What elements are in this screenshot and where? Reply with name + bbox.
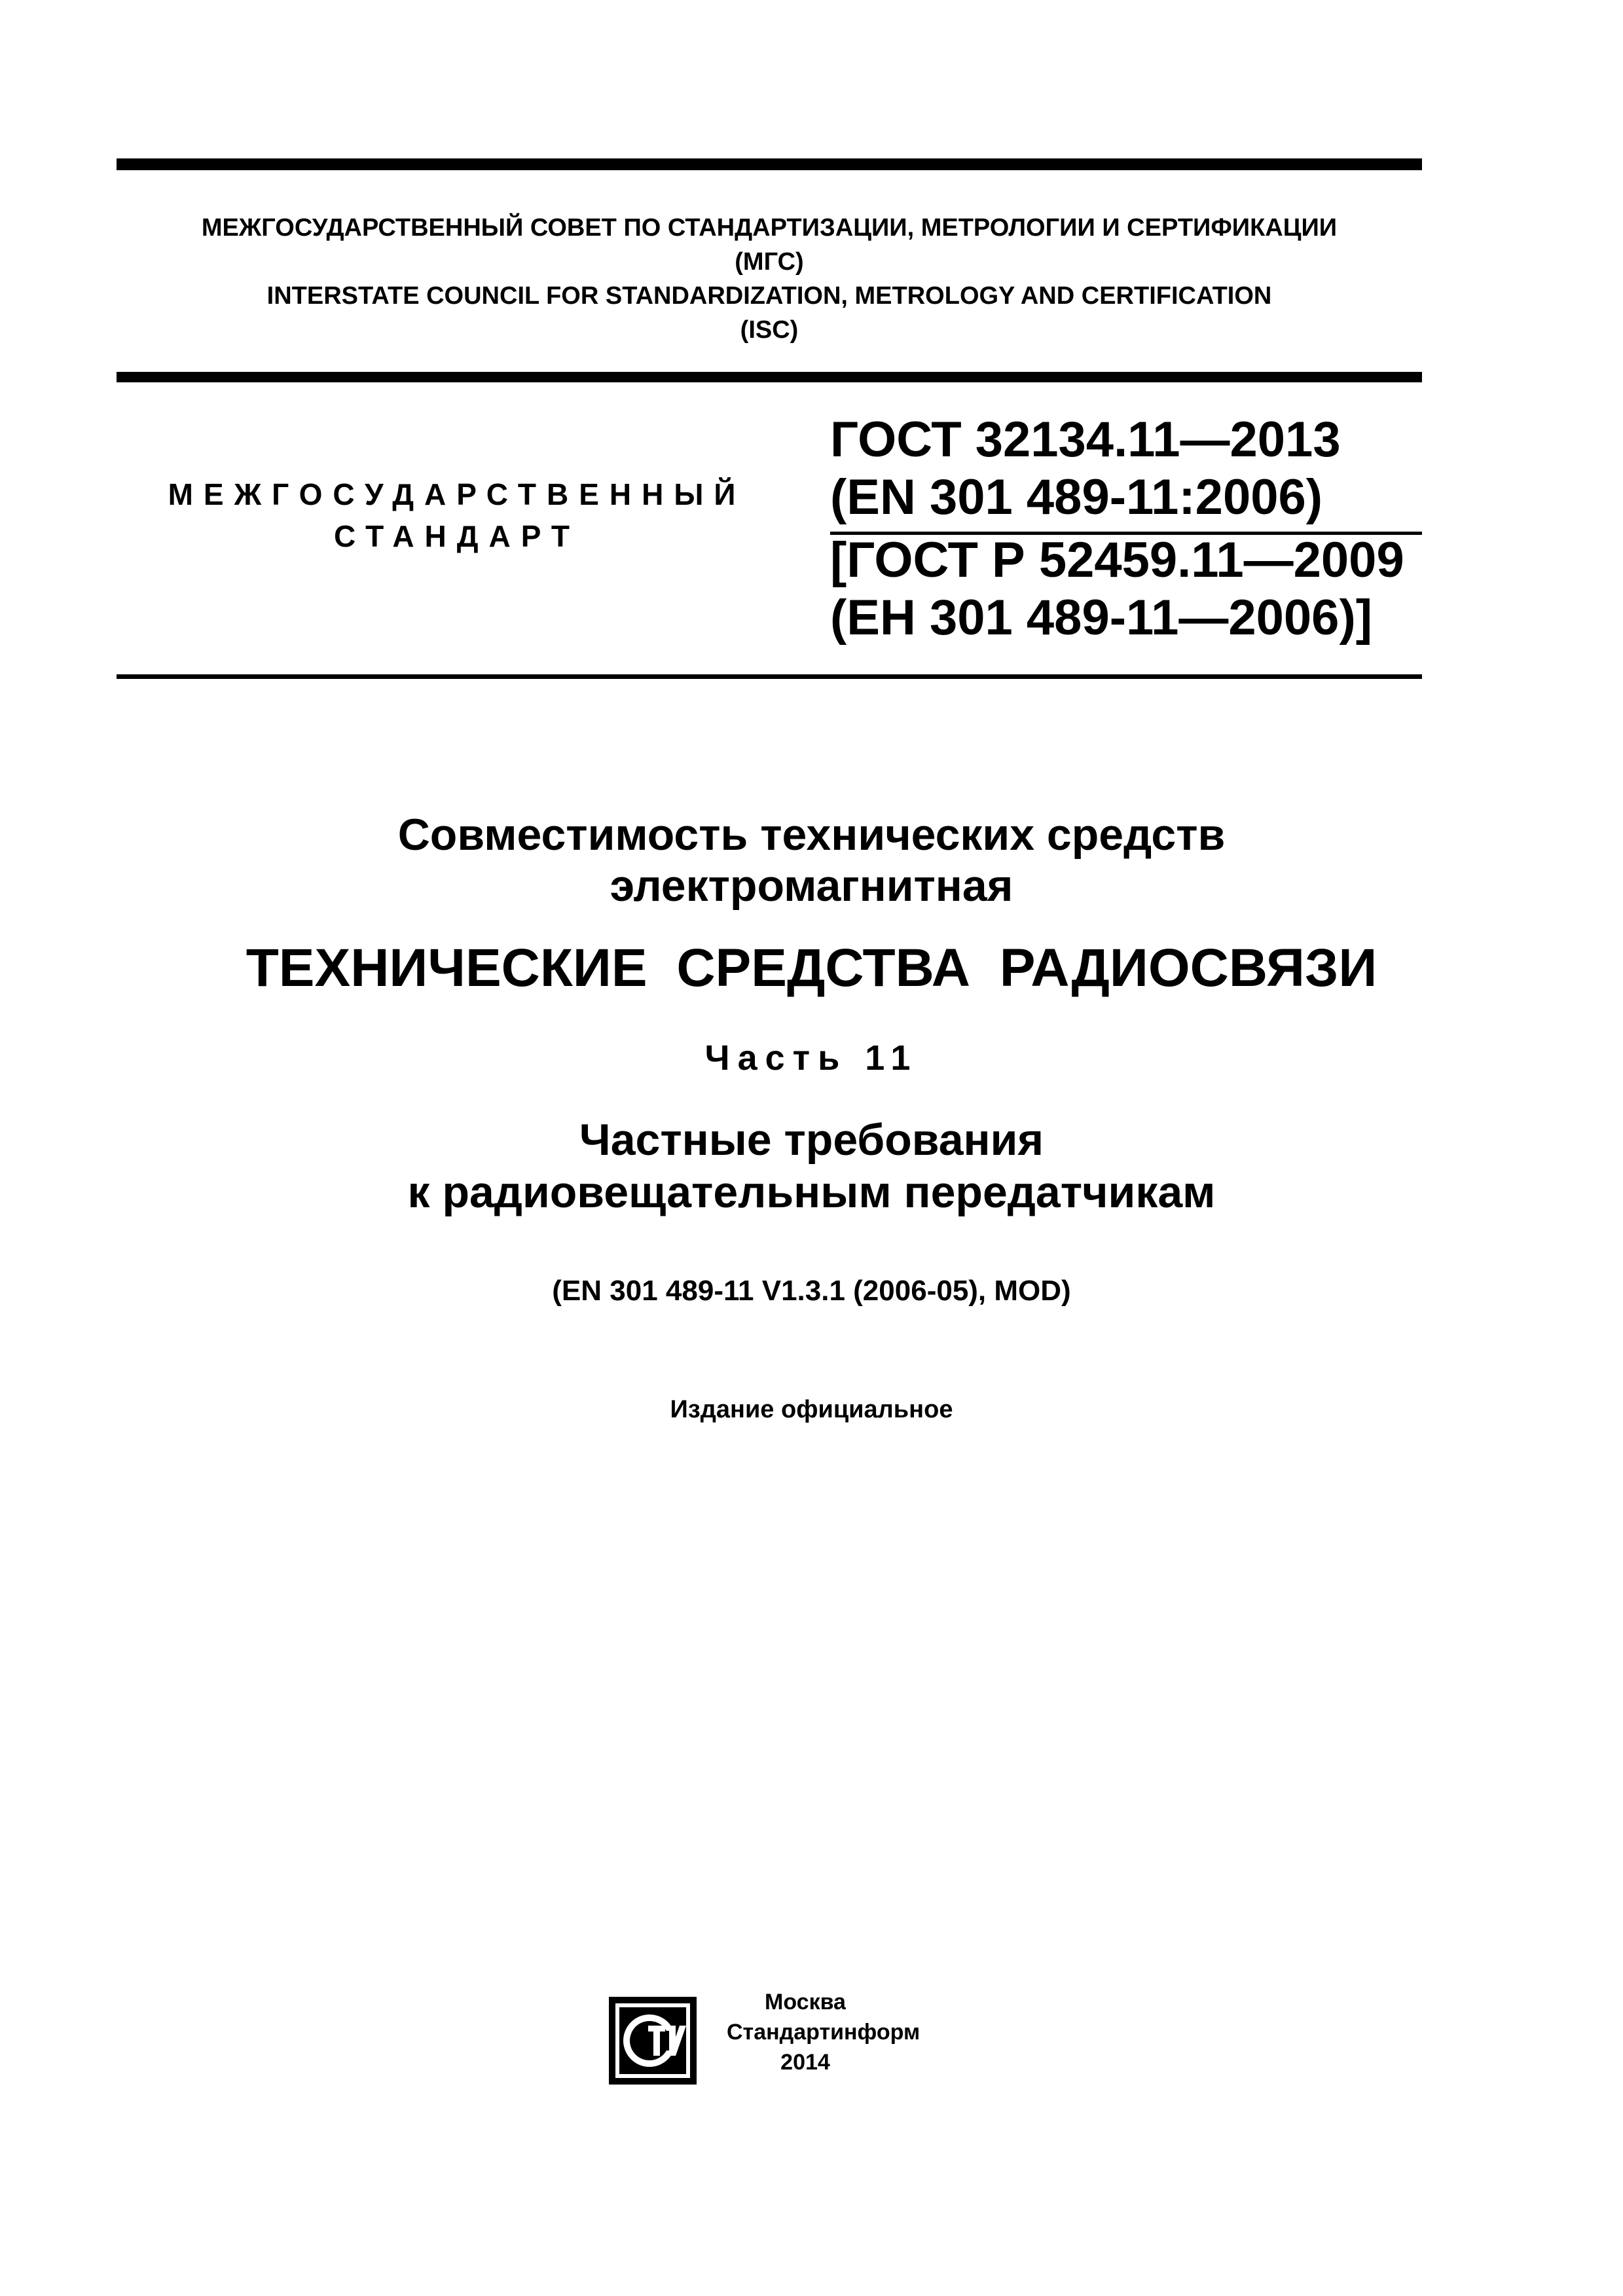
- council-abbr-ru: (МГС): [735, 248, 804, 276]
- mod-reference: (EN 301 489-11 V1.3.1 (2006-05), MOD): [552, 1275, 1071, 1307]
- standartinform-logo-icon: [609, 1997, 697, 2085]
- main-title: ТЕХНИЧЕСКИЕ СРЕДСТВА РАДИОСВЯЗИ: [246, 938, 1377, 998]
- edition-label: Издание официальное: [670, 1396, 953, 1423]
- subtitle-line2: к радиовещательным передатчикам: [407, 1167, 1216, 1217]
- designation-rule: [117, 674, 1422, 679]
- council-name-en: INTERSTATE COUNCIL FOR STANDARDIZATION, METROLOGY AND CERTIFICATION: [266, 282, 1272, 310]
- publisher-name: Стандартинформ: [727, 2020, 921, 2045]
- council-abbr-en: (ISC): [740, 316, 799, 344]
- council-name-ru: МЕЖГОСУДАРСТВЕННЫЙ СОВЕТ ПО СТАНДАРТИЗАЦИИ, МЕТРОЛОГИИ И СЕРТИФИКАЦИИ: [201, 214, 1338, 242]
- replaced-en: (ЕН 301 489-11—2006)]: [830, 590, 1373, 646]
- publisher-city: Москва: [765, 1990, 846, 2014]
- top-rule: [117, 158, 1422, 170]
- publisher-block: [727, 1987, 921, 2077]
- standard-type-line1: МЕЖГОСУДАРСТВЕННЫЙ: [168, 477, 746, 511]
- en-reference: (EN 301 489-11:2006): [830, 469, 1323, 525]
- standard-type-line2: СТАНДАРТ: [334, 519, 580, 553]
- title-line2: электромагнитная: [610, 861, 1013, 911]
- part-number: Часть 11: [704, 1038, 919, 1078]
- header-rule: [117, 372, 1422, 382]
- gost-number: ГОСТ 32134.11—2013: [830, 412, 1341, 467]
- replaced-gost: [ГОСТ Р 52459.11—2009: [830, 532, 1404, 588]
- publication-year: 2014: [780, 2050, 830, 2075]
- council-header: [117, 211, 1422, 347]
- subtitle-line1: Частные требования: [579, 1115, 1044, 1165]
- title-line1: Совместимость технических средств: [397, 810, 1226, 860]
